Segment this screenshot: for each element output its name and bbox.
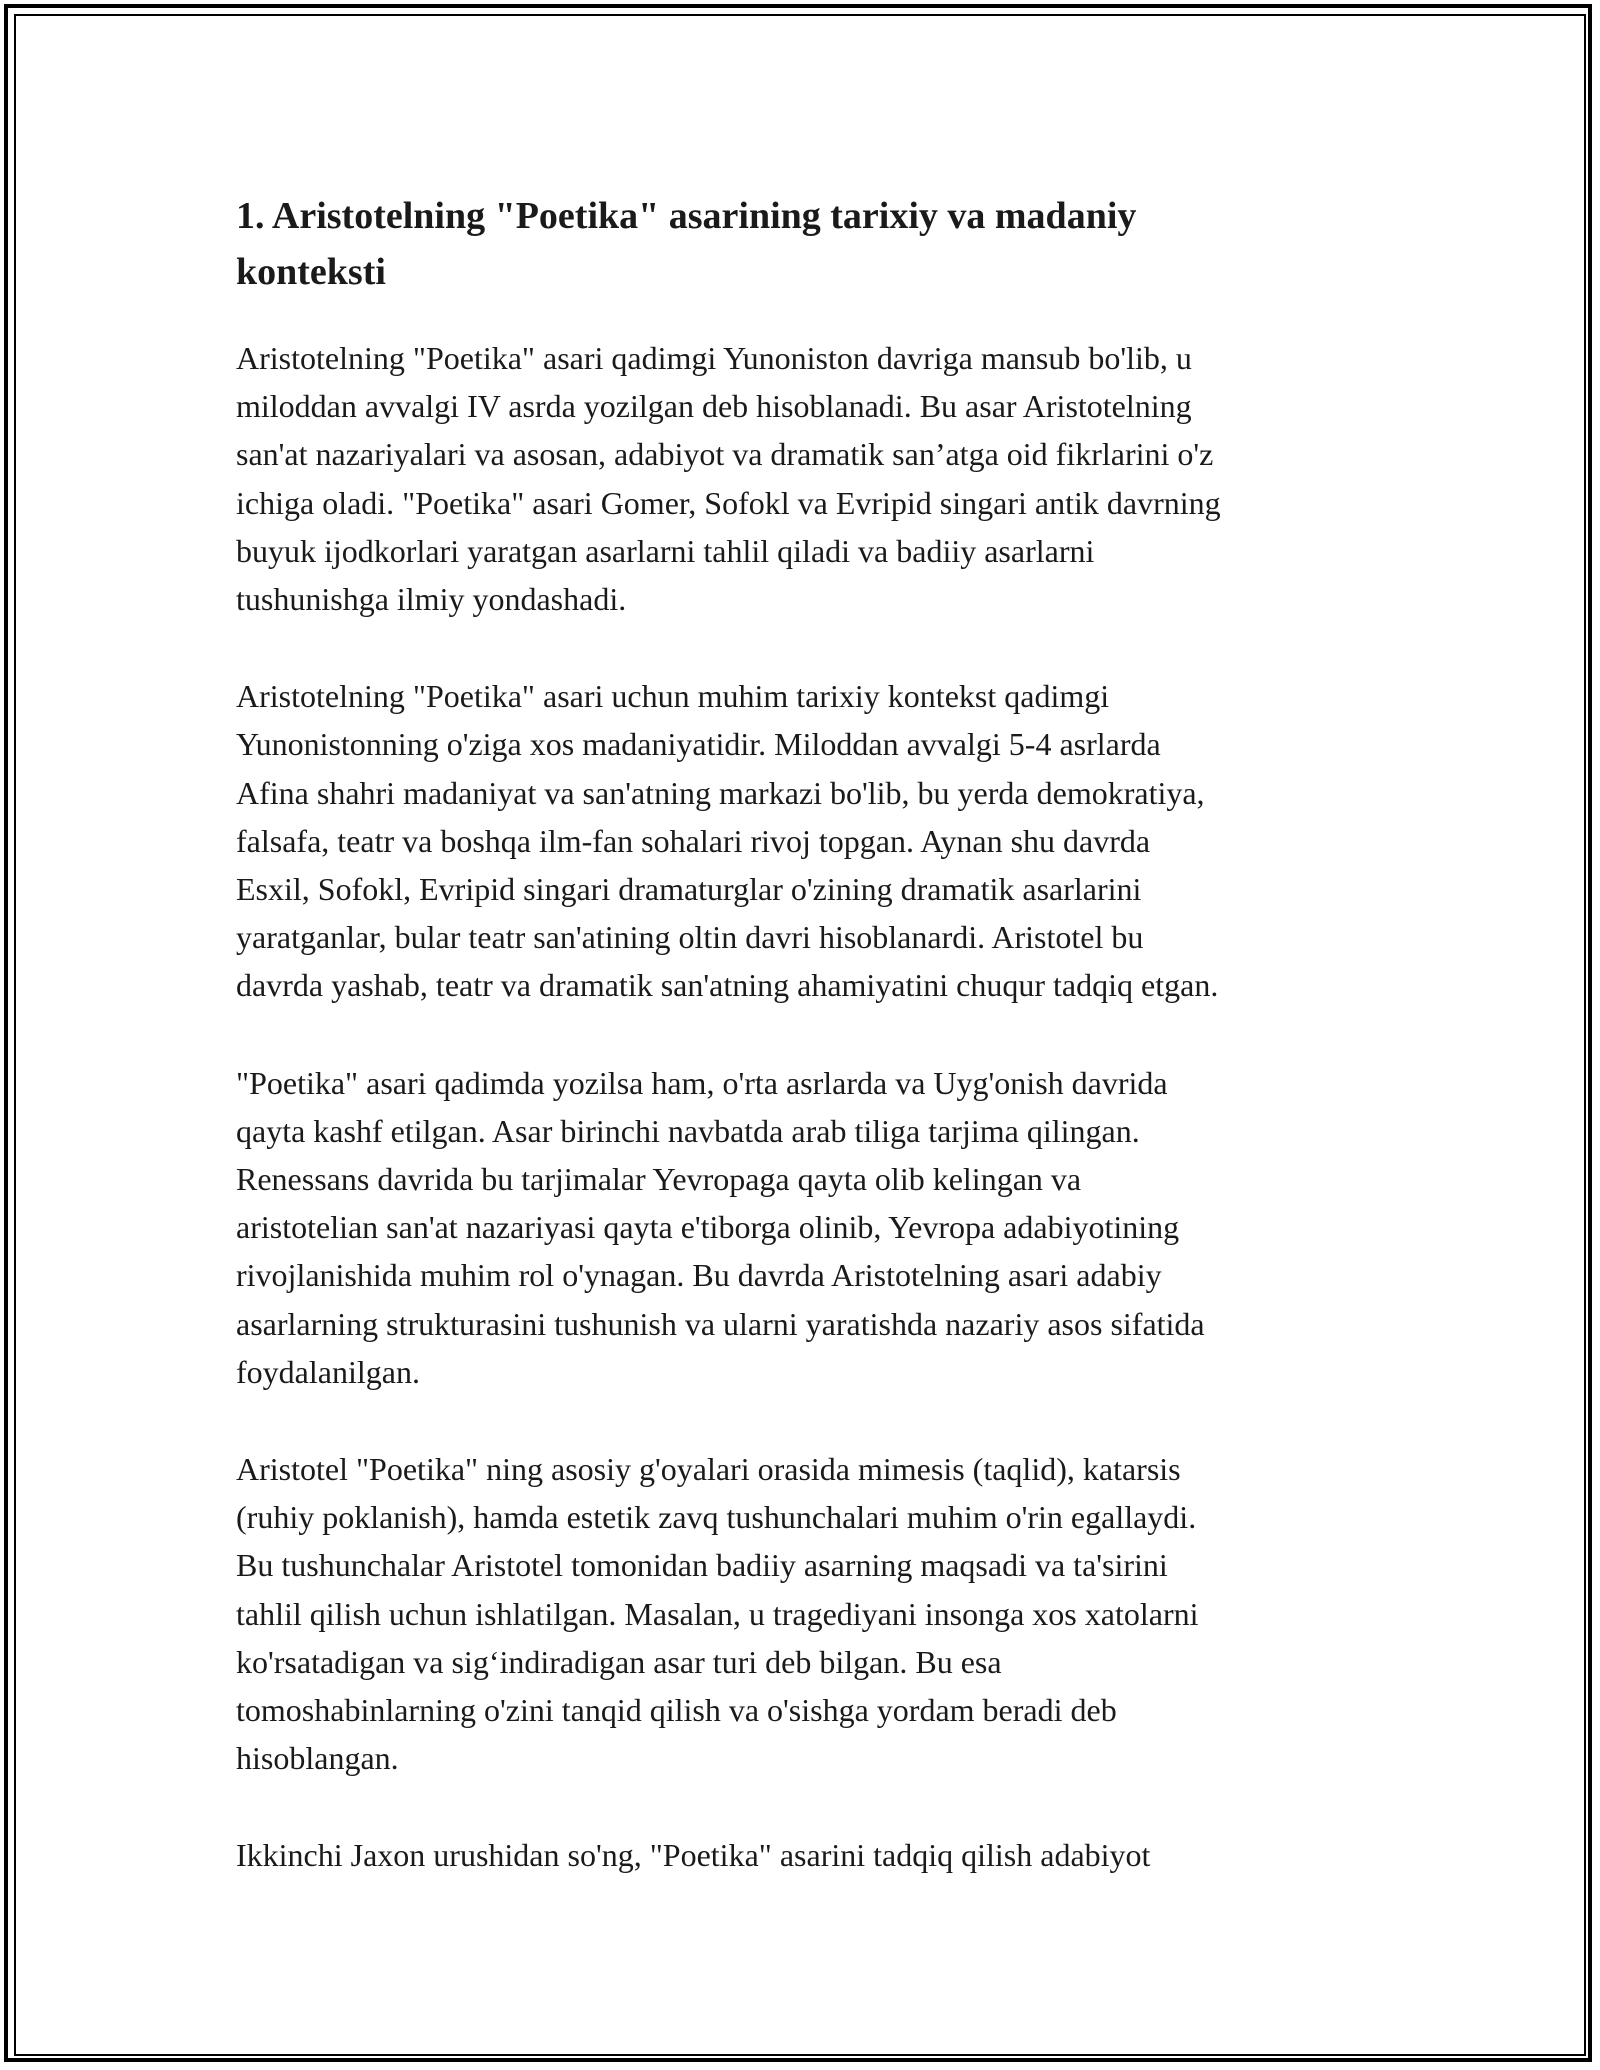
paragraph-line: tushunishga ilmiy yondashadi. [236, 581, 627, 618]
paragraph-line: hisoblangan. [236, 1740, 399, 1777]
section-title-line: 1. Aristotelning "Poetika" asarining tarixiy va madaniy [236, 195, 1137, 237]
paragraph-line: rivojlanishida muhim rol o'ynagan. Bu davrda Aristotelning asari adabiy [236, 1257, 1162, 1294]
paragraph-line: Aristotelning "Poetika" asari qadimgi Yunoniston davriga mansub bo'lib, u [236, 340, 1192, 376]
paragraph-line: ko'rsatadigan va sig‘indiradigan asar turi deb bilgan. Bu esa [236, 1643, 1002, 1680]
paragraph-line: miloddan avvalgi IV asrda yozilgan deb hisoblanadi. Bu asar Aristotelning [236, 388, 1192, 425]
paragraph-line: asarlarning strukturasini tushunish va ularni yaratishda nazariy asos sifatida [236, 1305, 1205, 1342]
paragraph-line: Esxil, Sofokl, Evripid singari dramaturglar o'zining dramatik asarlarini [236, 871, 1142, 908]
paragraph-4 [236, 1445, 1376, 1782]
paragraph-line: buyuk ijodkorlari yaratgan asarlarni tahlil qiladi va badiiy asarlarni [236, 532, 1095, 569]
paragraph-line: Ikkinchi Jaxon urushidan so'ng, "Poetika" asarini tadqiq qilish adabiyot [236, 1837, 1151, 1874]
paragraph-line: davrda yashab, teatr va dramatik san'atning ahamiyatini chuqur tadqiq etgan. [236, 967, 1219, 1004]
document-body [236, 188, 1376, 1929]
paragraph-line: san'at nazariyalari va asosan, adabiyot va dramatik san’atga oid fikrlarini o'z [236, 436, 1214, 473]
paragraph-line: Aristotelning "Poetika" asari uchun muhim tarixiy kontekst qadimgi [236, 678, 1110, 715]
paragraph-1 [236, 334, 1376, 623]
paragraph-2 [236, 672, 1376, 1009]
paragraph-line: Bu tushunchalar Aristotel tomonidan badiiy asarning maqsadi va ta'sirini [236, 1547, 1168, 1584]
paragraph-line: ichiga oladi. "Poetika" asari Gomer, Sofokl va Evripid singari antik davrning [236, 484, 1221, 521]
paragraph-3 [236, 1059, 1376, 1396]
paragraph-line: Renessans davrida bu tarjimalar Yevropaga qayta olib kelingan va [236, 1161, 1082, 1198]
paragraph-line: qayta kashf etilgan. Asar birinchi navbatda arab tiliga tarjima qilingan. [236, 1112, 1140, 1149]
paragraph-line: Afina shahri madaniyat va san'atning markazi bo'lib, bu yerda demokratiya, [236, 774, 1205, 811]
section-title-line: konteksti [236, 251, 386, 293]
paragraph-line: (ruhiy poklanish), hamda estetik zavq tushunchalari muhim o'rin egallaydi. [236, 1499, 1197, 1536]
paragraph-line: foydalanilgan. [236, 1353, 420, 1390]
section-title [236, 188, 1376, 300]
paragraph-line: tahlil qilish uchun ishlatilgan. Masalan, u tragediyani insonga xos xatolarni [236, 1595, 1199, 1632]
paragraph-line: aristotelian san'at nazariyasi qayta e'tiborga olinib, Yevropa adabiyotining [236, 1209, 1180, 1246]
paragraph-line: tomoshabinlarning o'zini tanqid qilish va o'sishga yordam beradi deb [236, 1692, 1117, 1729]
paragraph-line: Yunonistonning o'ziga xos madaniyatidir. Miloddan avvalgi 5-4 asrlarda [236, 726, 1161, 763]
paragraph-5 [236, 1831, 1376, 1879]
paragraph-line: "Poetika" asari qadimda yozilsa ham, o'rta asrlarda va Uyg'onish davrida [236, 1064, 1168, 1101]
paragraph-line: falsafa, teatr va boshqa ilm-fan sohalari rivoj topgan. Aynan shu davrda [236, 822, 1151, 859]
paragraph-line: Aristotel "Poetika" ning asosiy g'oyalari orasida mimesis (taqlid), katarsis [236, 1451, 1181, 1488]
paragraph-line: yaratganlar, bular teatr san'atining oltin davri hisoblanardi. Aristotel bu [236, 919, 1144, 956]
